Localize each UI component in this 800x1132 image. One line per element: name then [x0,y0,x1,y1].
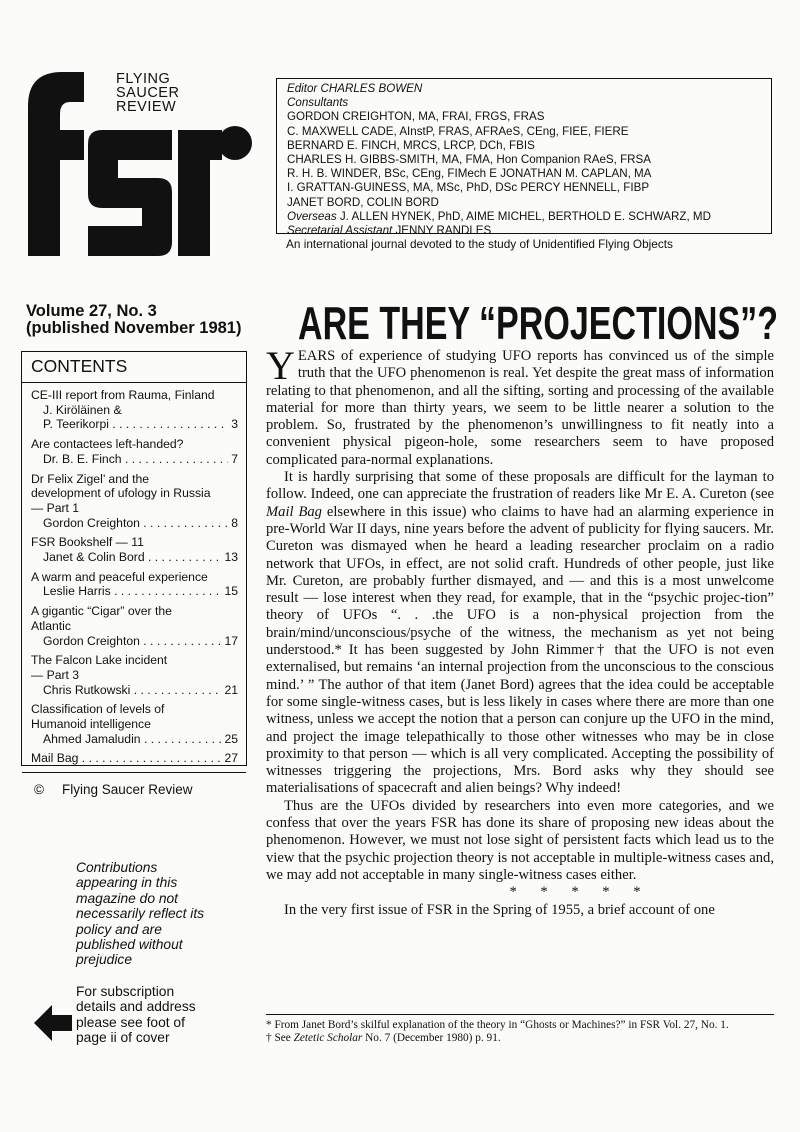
article-paragraph: Thus are the UFOs divided by researchers into even more categories, and we confess that over the years FSR has done its share of proposing new ideas about the phenomenon. However, we must not lose sight of persistent facts which lead us to the view that the psychic projection theory is not acceptable in multiple-witness cases and, we may add not acceptable in many single-witness cases either. [266,797,774,883]
toc-entry-author: Dr. B. E. Finch . . . [43,452,228,467]
volume-number: Volume 27, No. 3 [26,302,157,320]
article-paragraph: YEARS of experience of studying UFO reports has convinced us of the simple truth that the UFO phenomenon is real. Yet despite the great mass of information relating to that phenomenon, and all the sifting, sorting and processing of the available material for more than thirty years, we seem to be little nearer a solution to the problem. So, frustrated by the phenomenon’s unwillingness to fit neatly into a convenient physical pigeon-hole, some researchers seem to have proposed complicated para-normal explanations. [266,343,774,468]
arrow-left-icon [32,1002,74,1044]
toc-entry-row [31,751,238,766]
toc-entry-title: CE-III report from Rauma, Finland [31,388,215,402]
contents-title: CONTENTS [31,356,128,376]
logo-letter-f [28,72,84,256]
toc-entry-author: Gordon Creighton . . . [43,634,221,649]
headline [298,298,780,346]
article-paragraph: It is hardly surprising that some of these proposals are difficult for the layman to follow. Indeed, one can appreciate the frustration of readers like Mr E. A. Cureton (see Mail Bag elsewhere in this issue) who claims to have had an alarming experience in pre-World War II days, nine years before the advent of publicity for flying saucers. Mr. Cureton was dismayed when he heard a leading researcher proclaim on a radio network that UFOs, in effect, are not solid craft. Hundreds of other people, just like Mr. Cureton, are probably further dismayed, and — and this is a most unwelcome result — lose interest when they read, for example, that in the “psychic projec-tion” theory of UFOs “. . .the UFO is a non-physical projection from the brain/mind/unconscious/psyche of the witness, the mechanism as yet not being understood.* It has been suggested by John Rimmer† that the UFO is not even externalised, but remains ‘an internal projection from the unconscious to the conscious mind.’ ” The author of that item (Janet Bord) agrees that the idea could be acceptable for some single-witness cases, but is less likely in cases where there are more than one witness, unless we accept the notion that a person can conjure up the UFO in the mind, and project the image telepathically to those other witnesses who may be in close proximity to that person — which is all very complicated. Accepting the possibility of witnesses triggering the projections, Mrs. Bord asks why they should see materialisations of spacecraft and alien beings? Why indeed! [266,469,774,797]
toc-entry-title: A gigantic “Cigar” over the [31,604,172,619]
toc-entry-page: 15 [224,584,238,599]
toc-entry-page: 27 [224,751,238,766]
consultant-line: C. MAXWELL CADE, AInstP, FRAS, AFRAeS, CEng, FIEE, FIERE [287,124,629,138]
toc-entry-row [31,634,238,649]
logo-letter-r [178,130,222,256]
toc-entry-title: Humanoid intelligence [31,717,151,732]
toc-entry[interactable] [22,599,246,648]
toc-entry-page: 8 [231,515,238,530]
toc-entry-author: Ahmed Jamaludin . . . [43,732,221,747]
editorial-box [276,78,772,238]
toc-entry-title: Are contactees left-handed? [31,437,184,452]
consultant-line: GORDON CREIGHTON, MA, FRAI, FRGS, FRAS [287,110,545,124]
subscription-line: please see foot of [76,1014,185,1030]
toc-entry-title: Classification of levels of [31,702,165,717]
toc-entry[interactable] [22,383,246,432]
disclaimer-line: prejudice [76,952,132,968]
logo-subtitle [116,72,179,114]
toc-entry[interactable] [22,697,246,746]
toc-entry-page: 17 [224,633,238,648]
disclaimer-line: necessarily reflect its [76,906,205,922]
editor-line: Editor CHARLES BOWEN [287,82,423,95]
toc-list [22,383,246,766]
toc-entry-row [31,683,238,698]
copyright-holder: Flying Saucer Review [62,782,193,798]
subscription-line: For subscription [76,984,175,999]
footnotes [266,1014,774,1045]
disclaimer-line: Contributions [76,860,158,875]
consultant-line: R. H. B. WINDER, BSc, CEng, FIMech E JONATHAN M. CAPLAN, MA [287,167,652,181]
toc-entry-row [31,452,238,467]
footnote: † See Zetetic Scholar No. 7 (December 1980) p. 91. [266,1032,501,1044]
toc-entry[interactable] [22,565,246,599]
disclaimer-note [76,860,204,968]
disclaimer-line: published without [76,937,183,953]
toc-entry-author: P. Teerikorpi . . . [43,417,228,432]
contents-box [21,351,247,798]
subscription-line: details and address [76,999,196,1015]
toc-entry[interactable] [22,467,246,531]
article-paragraph: In the very first issue of FSR in the Spring of 1955, a brief account of one [284,901,715,918]
toc-entry-author: Gordon Creighton . . . [43,516,228,531]
toc-entry-page: 21 [224,682,238,697]
toc-entry-page: 25 [224,731,238,746]
footnote: * From Janet Bord’s skilful explanation of the theory in “Ghosts or Machines?” in FSR Vol. 27, No. 1. [266,1019,729,1031]
toc-entry-title: J. Kiröläinen & [43,402,122,417]
logo-dot [218,126,252,160]
logo-subtitle-line: FLYING [116,71,171,87]
toc-entry-page: 3 [231,417,238,432]
volume-info [26,303,241,337]
publication-date: (published November 1981) [26,319,242,337]
toc-entry-author: Janet & Colin Bord . . . [43,550,221,565]
logo-subtitle-line: REVIEW [116,99,177,115]
subscription-note [76,984,196,1046]
toc-entry[interactable] [22,746,246,766]
journal-tagline: An international journal devoted to the study of Unidentified Flying Objects [286,237,673,251]
disclaimer-line: appearing in this [76,875,178,891]
toc-entry-title: development of ufology in Russia [31,486,211,501]
toc-entry-row [31,516,238,531]
copyright-symbol: © [34,782,44,798]
toc-entry-title: Atlantic [31,618,71,633]
toc-entry-page: 7 [231,451,238,466]
toc-entry-author: Chris Rutkowski . . . [43,683,221,698]
toc-entry[interactable] [22,648,246,697]
toc-entry-title: Dr Felix Zigel’ and the [31,471,150,486]
toc-entry-author: Mail Bag . . . [31,751,221,766]
section-break: * * * * * [509,884,651,901]
toc-entry-row [31,417,238,432]
toc-entry[interactable] [22,432,246,466]
logo-letter-s [88,130,172,256]
article-body [266,343,774,919]
toc-entry-row [31,732,238,747]
secretarial-line: Secretarial Assistant JENNY RANDLES [287,224,492,238]
consultants-label: Consultants [287,96,349,110]
toc-entry-title: FSR Bookshelf — 11 [31,535,144,550]
headline-text: ARE THEY “PROJECTIONS”? [298,298,778,346]
disclaimer-line: magazine do not [76,890,179,906]
toc-entry-title: A warm and peaceful experience [31,569,208,584]
drop-cap: Y [266,343,295,388]
toc-entry-title: The Falcon Lake incident [31,653,168,668]
disclaimer-line: policy and are [76,921,162,937]
consultant-line: CHARLES H. GIBBS-SMITH, MA, FMA, Hon Companion RAeS, FRSA [287,153,652,167]
overseas-line: Overseas J. ALLEN HYNEK, PhD, AIME MICHEL, BERTHOLD E. SCHWARZ, MD [287,209,711,223]
consultant-line: JANET BORD, COLIN BORD [287,195,439,209]
toc-entry-author: Leslie Harris . . . [43,584,221,599]
toc-entry-row [31,550,238,565]
toc-entry[interactable] [22,530,246,564]
toc-entry-row [31,584,238,599]
consultant-line: BERNARD E. FINCH, MRCS, LRCP, DCh, FBIS [287,138,535,152]
toc-entry-page: 13 [224,550,238,565]
toc-entry-title: — Part 1 [31,500,80,515]
copyright-notice [22,773,246,798]
logo-subtitle-line: SAUCER [116,85,180,101]
toc-entry-title: — Part 3 [31,667,80,682]
consultant-line: I. GRATTAN-GUINESS, MA, MSc, PhD, DSc PERCY HENNELL, FIBP [287,181,650,195]
subscription-line: page ii of cover [76,1030,170,1046]
